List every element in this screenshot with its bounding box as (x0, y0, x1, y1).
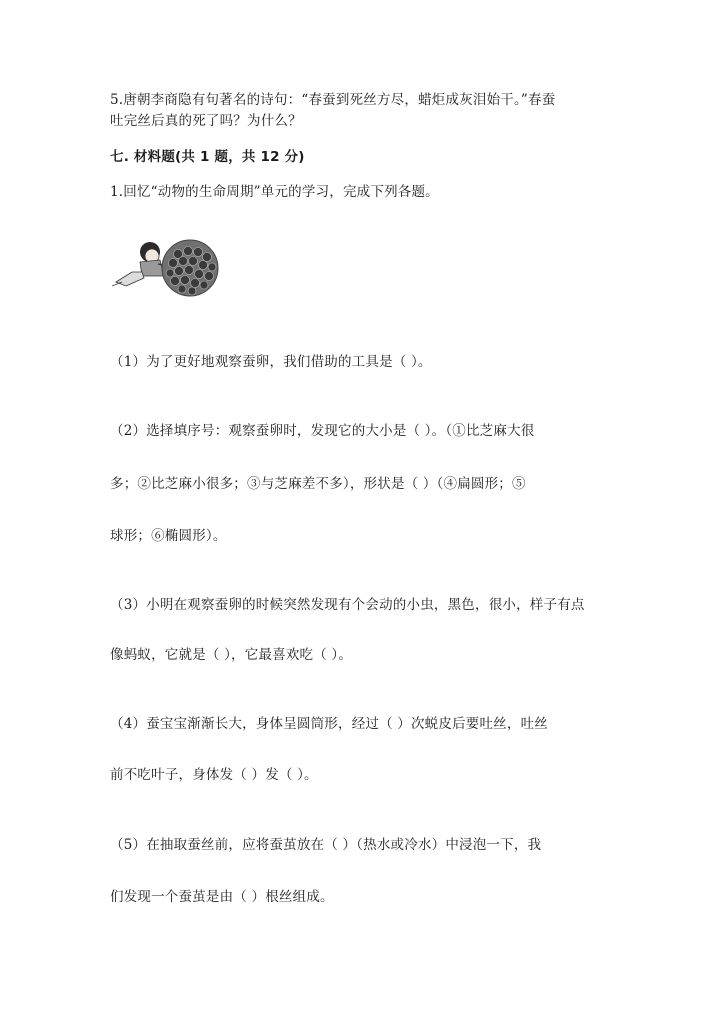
magnified-eggs-circle (162, 240, 218, 296)
sub-question-5-line-2: 们发现一个蚕茧是由（ ）根丝组成。 (110, 889, 334, 905)
silkworm-eggs-illustration (112, 236, 222, 300)
child-figure (112, 242, 168, 286)
sub-question-2-line-2: 多；②比芝麻小很多；③与芝麻差不多），形状是（ ）（④扁圆形；⑤ (110, 476, 526, 492)
sub-question-5-line-1: （5）在抽取蚕丝前，应将蚕茧放在（ ）（热水或冷水）中浸泡一下，我 (110, 837, 542, 853)
sub-question-4-line-1: （4）蚕宝宝渐渐长大，身体呈圆筒形，经过（ ）次蜕皮后要吐丝，吐丝 (110, 716, 548, 732)
section-7-heading: 七. 材料题(共 1 题，共 12 分) (110, 149, 305, 165)
sub-question-2-line-3: 球形；⑥椭圆形）。 (110, 528, 227, 544)
sub-question-2-line-1: （2）选择填序号：观察蚕卵时，发现它的大小是（ ）。（①比芝麻大很 (110, 423, 535, 439)
question-5-line-1: 5.唐朝李商隐有句著名的诗句：“春蚕到死丝方尽，蜡炬成灰泪始干。”春蚕 (110, 92, 556, 108)
sub-question-3-line-1: （3）小明在观察蚕卵的时候突然发现有个会动的小虫，黑色，很小，样子有点 (110, 597, 585, 613)
sub-question-3-line-2: 像蚂蚁，它就是（ ），它最喜欢吃（ ）。 (110, 647, 353, 663)
sub-question-1: （1）为了更好地观察蚕卵，我们借助的工具是（ ）。 (110, 354, 432, 370)
question-5-line-2: 吐完丝后真的死了吗？为什么？ (110, 113, 302, 129)
sub-question-4-line-2: 前不吃叶子，身体发（ ）发（ ）。 (110, 767, 318, 783)
material-intro: 1.回忆“动物的生命周期”单元的学习，完成下列各题。 (110, 184, 439, 200)
